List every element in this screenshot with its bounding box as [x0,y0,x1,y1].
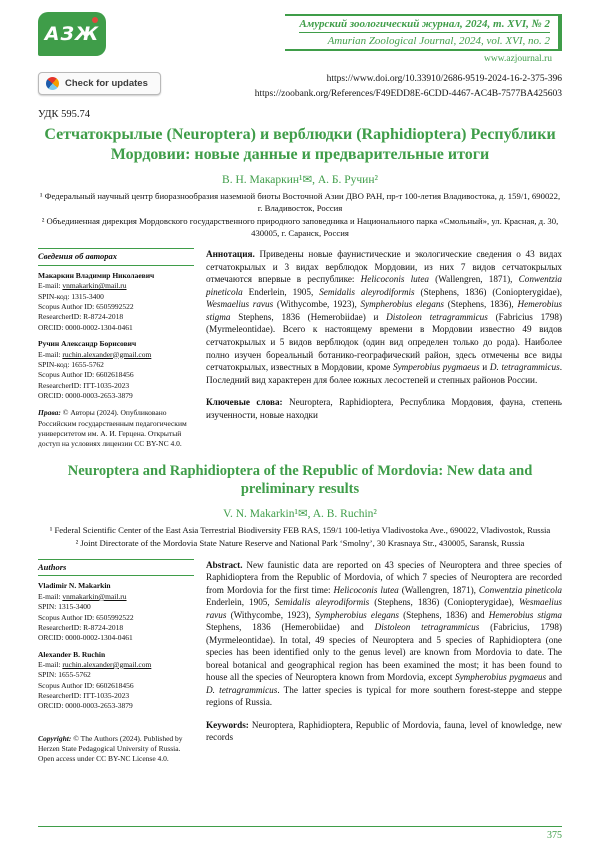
email-link[interactable]: vnmakarkin@mail.ru [62,591,127,601]
author-orcid: ORCID: 0000-0003-2653-3879 [38,701,133,711]
affiliation-en-1: ¹ Federal Scientific Center of the East Asia Terrestrial Biodiversity FEB RAS, 159/1 100-letiya Vladivostoka Ave., 690022, Vladivostok, Russia [49,525,551,536]
logo-accent-dot-icon [92,17,98,23]
affiliations-ru [38,191,562,239]
author-email-row [38,281,194,291]
journal-title-block [285,14,562,51]
doi-link[interactable]: https://www.doi.org/10.33910/2686-9519-2024-16-2-375-396 [326,74,562,84]
affiliation-ru-1: ¹ Федеральный научный центр биоразнообразия наземной биоты Восточной Азии ДВО РАН, пр-т 100-летия Владивостока, д. 159/1, 690022, г. Владивосток, Россия [39,191,561,214]
journal-logo [38,12,106,56]
journal-masthead [285,14,562,64]
author-info-heading-ru: Сведения об авторах [38,248,194,266]
page-header [38,12,562,64]
abstract-en: Abstract. New faunistic data are reported on 43 species of Neuroptera and three species of Raphidioptera from the Republic of Mordovia, of which 7 species of Neuroptera are recorded from Mordovia for the first time: Helicoconis lutea (Wallengren, 1871), Conwentzia pineticola Enderlein, 1905, Semidalis aleyrodiformis (Stephens, 1836) (Coniopterygidae), Wesmaelius ravus (Withycombe, 1923), Sympherobius elegans (Stephens, 1836) and Hemerobius stigma Stephens, 1836 (Hemerobiidae) and Distoleon tetragrammicus (Fabricius, 1798) (Myrmeleontidae). In total, 49 species of Neuroptera and 5 species of Raphidioptera (one species has been identified only to the genus level) are known from Mordovia to date. The boreal botanical and geographical region has been examined the most; it has been found to house all the species of Neuroptera known from Mordovia, except Sympherobius pygmaeus and D. tetragrammicus. The latter species is typical for more southern forest-steppe and steppe regions of Russia. [206,559,563,708]
journal-title-ru: Амурский зоологический журнал, 2024, т. XVI, № 2 [299,18,550,33]
email-link[interactable]: vnmakarkin@mail.ru [62,281,127,291]
author-orcid: ORCID: 0000-0002-1304-0461 [38,633,133,643]
author-scopus-id: Scopus Author ID: 6505992522 [38,302,134,312]
email-label: E-mail: [38,591,61,601]
affiliations-en [38,525,562,549]
email-label: E-mail: [38,659,61,669]
authors-line-ru: В. Н. Макаркин¹✉, А. Б. Ручин² [222,174,378,187]
crossmark-icon [46,77,59,90]
author-email-row [38,592,194,602]
author-spin: SPIN-код: 1655-5762 [38,359,104,369]
author-info-heading-en: Authors [38,559,194,577]
author-orcid: ORCID: 0000-0002-1304-0461 [38,322,133,332]
section-en [38,559,562,765]
article-title-ru: Сетчатокрылые (Neuroptera) и верблюдки (Raphidioptera) Республики Мордовии: новые данные и предварительные итоги [44,126,556,164]
article-identifiers [255,72,562,101]
abstract-ru: Аннотация. Приведены новые фаунистические и экологические сведения о 43 видах сетчатокрылых и 3 видах верблюдок Мордовии, из них 7 видов сетчатокрылых отмечаются впервые в республике: Helicoconis lutea (Wallengren, 1871), Conwentzia pineticola Enderlein, 1905, Semidalis aleyrodiformis (Stephens, 1836) (Coniopterygidae), Wesmaelius ravus (Withycombe, 1923), Sympherobius elegans (Stephens, 1836), Hemerobius stigma Stephens, 1836 (Hemerobiidae) и Distoleon tetragrammicus (Fabricius 1798) (Myrmeleontidae). Всего к настоящему времени в Мордовии известно 49 видов сетчатокрылых и 5 видов верблюдок (один вид определен только до рода). Наиболее полно изучен бореальный ботанико-географический район, здесь отмечены все виды сетчатокрылых, известных в Мордовии, кроме Symperobius pygmaeus и D. tetragrammicus. Последний вид характерен для более южных лесостепей и степных районов России. [206,249,563,385]
article-title-en: Neuroptera and Raphidioptera of the Republic of Mordovia: New data and preliminary results [67,462,533,498]
affiliation-ru-2: ² Объединенная дирекция Мордовского государственного природного заповедника и Национального парка «Смольный», ул. Красная, д. 30, 430005, г. Саранск, Россия [41,215,559,238]
author-card [38,650,194,712]
author-name: Макаркин Владимир Николаевич [38,271,155,281]
authors-line-en: V. N. Makarkin¹✉, A. B. Ruchin² [223,508,377,521]
check-for-updates-label: Check for updates [65,78,148,89]
meta-row [38,72,562,101]
author-scopus-id: Scopus Author ID: 6602618456 [38,680,134,690]
author-scopus-id: Scopus Author ID: 6505992522 [38,612,134,622]
author-card [38,339,194,401]
author-name: Alexander B. Ruchin [38,649,106,659]
author-name: Vladimir N. Makarkin [38,581,111,591]
udc-number: УДК 595.74 [38,109,91,121]
abstract-column-ru [206,248,562,449]
author-spin: SPIN: 1655-5762 [38,670,91,680]
author-scopus-id: Scopus Author ID: 6602618456 [38,370,134,380]
journal-logo-text: АЗЖ [44,23,100,45]
author-email-row [38,350,194,360]
check-for-updates-button[interactable] [38,72,161,95]
keywords-en: Keywords: Neuroptera, Raphidioptera, Republic of Mordovia, fauna, level of knowledge, new records [206,719,562,743]
affiliation-en-2: ² Joint Directorate of the Mordovia State Nature Reserve and National Park ‘Smolny’, 30 Krasnaya Str., 430005, Saransk, Russia [75,538,525,549]
page-footer [38,826,562,841]
author-researcher-id: ResearcherID: R-8724-2018 [38,312,124,322]
author-card [38,581,194,643]
author-info-sidebar-en [38,559,194,765]
author-orcid: ORCID: 0000-0003-2653-3879 [38,390,133,400]
author-researcher-id: ResearcherID: ITT-1035-2023 [38,690,130,700]
author-researcher-id: ResearcherID: R-8724-2018 [38,622,124,632]
journal-website-link[interactable]: www.azjournal.ru [484,54,552,64]
email-link[interactable]: ruchin.alexander@gmail.com [62,349,152,359]
keywords-ru: Ключевые слова: Neuroptera, Raphidioptera, Республика Мордовия, фауна, степень изученности, новые находки [206,397,563,420]
author-email-row [38,660,194,670]
section-ru [38,248,562,449]
rights-statement-ru: Права: © Авторы (2024). Опубликовано Российским государственным педагогическим университетом им. А. И. Герцена. Открытый доступ на условиях лицензии CC BY-NC 4.0. [38,408,187,449]
copyright-statement-en: Copyright: © The Authors (2024). Published by Herzen State Pedagogical University of Russia. Open access under CC BY-NC License 4.0. [38,733,183,764]
author-spin: SPIN-код: 1315-3400 [38,291,104,301]
author-card [38,271,194,333]
author-info-sidebar-ru [38,248,194,449]
email-label: E-mail: [38,281,61,291]
email-label: E-mail: [38,349,61,359]
abstract-column-en [206,559,562,765]
page-number: 375 [547,830,562,841]
author-name: Ручин Александр Борисович [38,339,137,349]
journal-title-en: Amurian Zoological Journal, 2024, vol. XVI, no. 2 [327,35,550,47]
email-link[interactable]: ruchin.alexander@gmail.com [62,659,152,669]
author-spin: SPIN: 1315-3400 [38,602,91,612]
zoobank-link[interactable]: https://zoobank.org/References/F49EDD8E-6CDD-4467-AC4B-7577BA425603 [254,88,562,99]
author-researcher-id: ResearcherID: ITT-1035-2023 [38,380,130,390]
